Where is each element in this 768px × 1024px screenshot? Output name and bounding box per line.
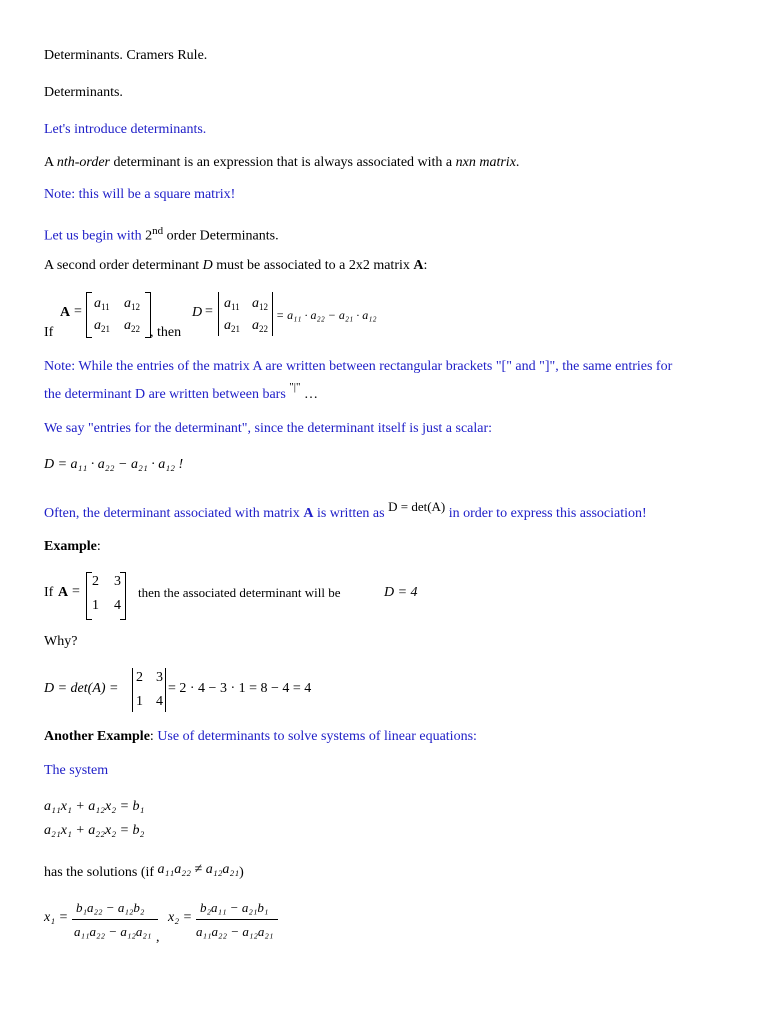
document-title: Determinants. Cramers Rule. <box>44 48 208 63</box>
why-text: Why? <box>44 634 78 649</box>
solutions-text: has the solutions (if a₁₁a₂₂ ≠ a₁₂a₂₁) <box>44 862 244 880</box>
equation-1: a₁₁x₁ + a₁₂x₂ = b₁ <box>44 799 145 814</box>
second-order-intro: Let us begin with 2nd order Determinants. <box>44 225 279 244</box>
note-brackets-line1: Note: While the entries of the matrix A are written between rectangular brackets "[" and "]", the same entries for <box>44 359 673 374</box>
note-scalar: We say "entries for the determinant", since the determinant itself is just a scalar: <box>44 421 493 436</box>
determinant-formula: D = a₁₁ · a₂₂ − a₂₁ · a₁₂ ! <box>44 457 184 472</box>
section-heading: Determinants. <box>44 85 123 100</box>
intro-text: Let's introduce determinants. <box>44 122 207 137</box>
example-label: Example: <box>44 539 101 554</box>
note-square-matrix: Note: this will be a square matrix! <box>44 187 236 202</box>
definition-text: A nth-order determinant is an expression that is always associated with a nxn matrix. <box>44 155 520 170</box>
another-example: Another Example: Use of determinants to solve systems of linear equations: <box>44 729 477 744</box>
second-order-def: A second order determinant D must be associated to a 2x2 matrix A: <box>44 258 428 273</box>
equation-2: a₂₁x₁ + a₂₂x₂ = b₂ <box>44 823 145 838</box>
system-label: The system <box>44 763 109 778</box>
note-brackets-line2: the determinant D are written between bars "|" … <box>44 381 318 402</box>
often-text: Often, the determinant associated with matrix A is written as D = det(A) in order to express this association! <box>44 499 647 521</box>
